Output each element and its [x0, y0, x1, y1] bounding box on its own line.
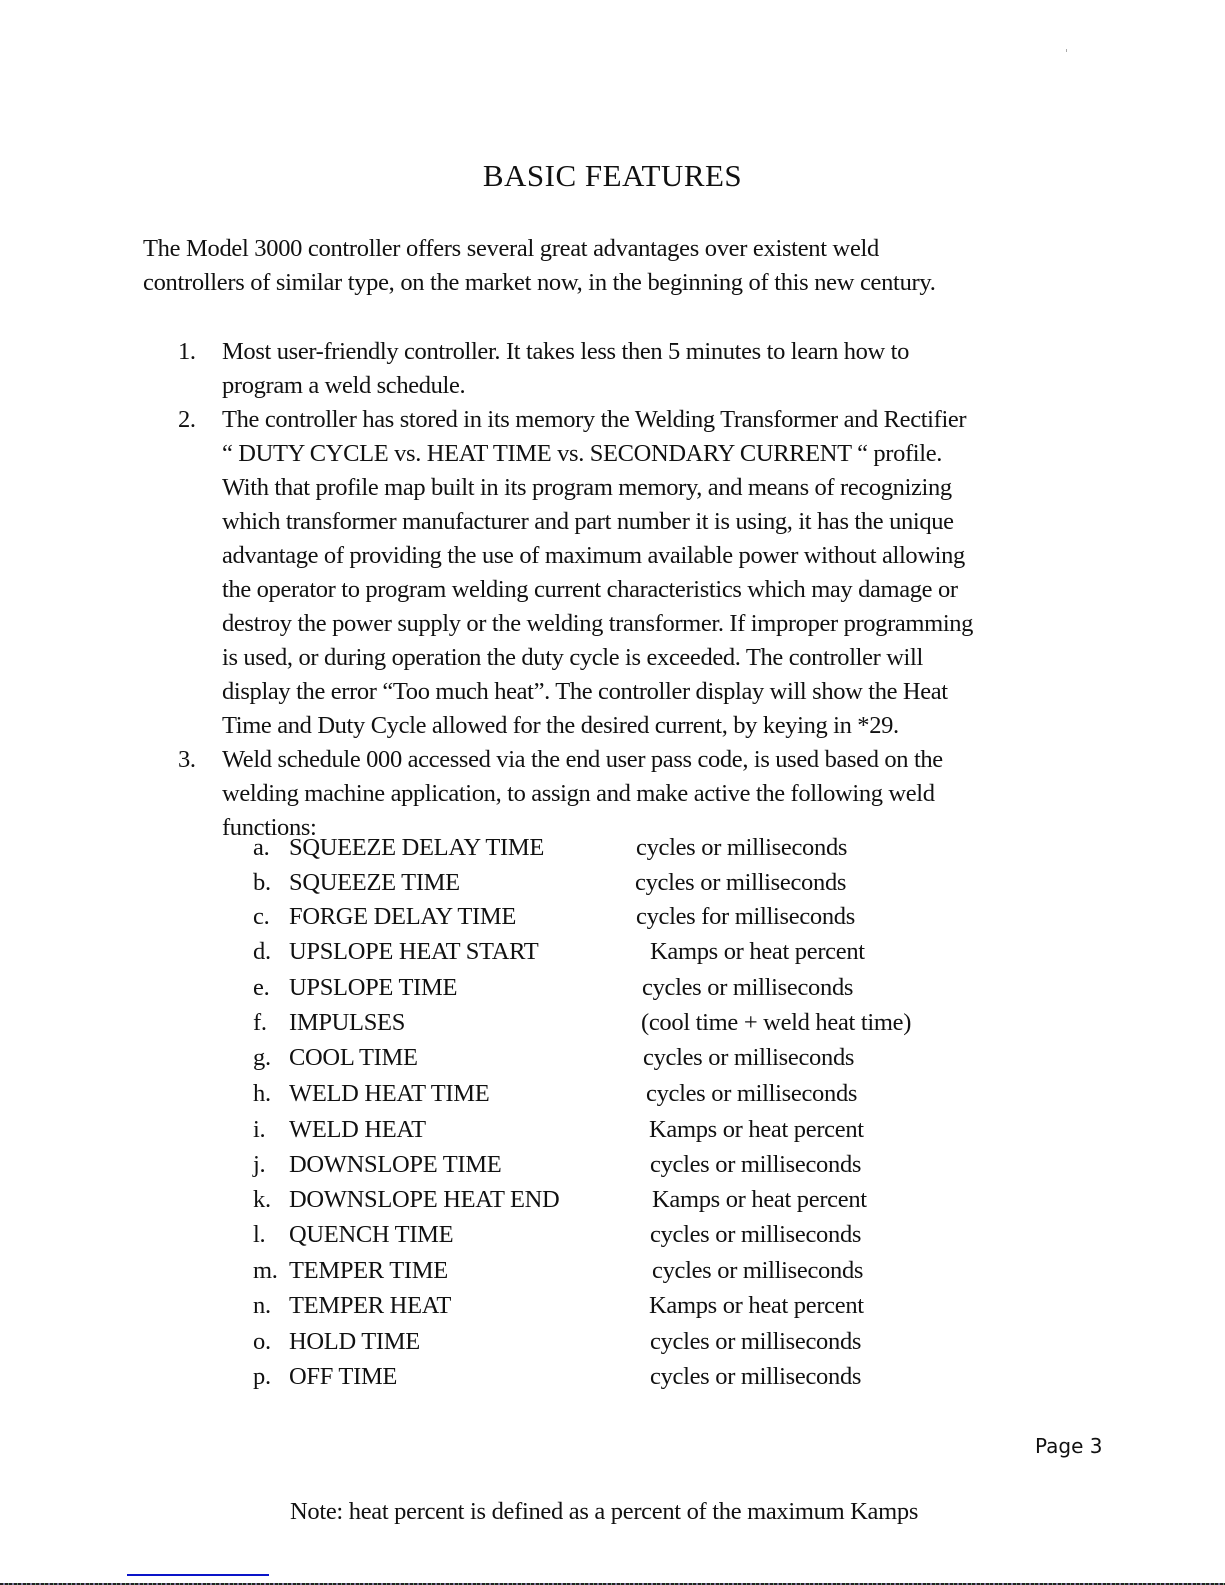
feature-number: 3. [178, 746, 196, 773]
feature-line: program a weld schedule. [222, 372, 466, 399]
feature-line: display the error “Too much heat”. The controller display will show the Heat [222, 678, 948, 705]
function-letter: i. [253, 1116, 266, 1143]
function-unit: cycles or milliseconds [650, 1151, 862, 1178]
feature-line: Most user-friendly controller. It takes less then 5 minutes to learn how to [222, 338, 910, 365]
function-name: COOL TIME [289, 1044, 418, 1071]
function-name: UPSLOPE TIME [289, 974, 458, 1001]
scan-speck [1066, 49, 1067, 52]
feature-line: The controller has stored in its memory the Welding Transformer and Rectifier [222, 406, 967, 433]
feature-number: 2. [178, 406, 196, 433]
feature-line: Time and Duty Cycle allowed for the desired current, by keying in *29. [222, 712, 899, 739]
intro-paragraph [143, 232, 1103, 300]
function-unit: cycles or milliseconds [635, 869, 847, 896]
intro-line: The Model 3000 controller offers several great advantages over existent weld [143, 235, 879, 262]
function-name: HOLD TIME [289, 1328, 420, 1355]
function-letter: m. [253, 1257, 278, 1284]
function-unit: Kamps or heat percent [652, 1186, 867, 1213]
function-name: UPSLOPE HEAT START [289, 938, 539, 965]
function-name: WELD HEAT [289, 1116, 426, 1143]
function-name: FORGE DELAY TIME [289, 903, 517, 930]
function-name: WELD HEAT TIME [289, 1080, 490, 1107]
function-unit: cycles or milliseconds [646, 1080, 858, 1107]
function-unit: cycles or milliseconds [642, 974, 854, 1001]
function-letter: l. [253, 1221, 266, 1248]
function-letter: f. [253, 1009, 267, 1036]
page-number: Page 3 [1035, 1434, 1103, 1458]
function-letter: h. [253, 1080, 271, 1107]
function-letter: e. [253, 974, 270, 1001]
function-name: SQUEEZE DELAY TIME [289, 834, 545, 861]
feature-line: functions: [222, 814, 317, 841]
function-unit: cycles or milliseconds [636, 834, 848, 861]
function-unit: cycles or milliseconds [650, 1221, 862, 1248]
intro-line: controllers of similar type, on the market now, in the beginning of this new century. [143, 269, 936, 296]
function-name: DOWNSLOPE TIME [289, 1151, 502, 1178]
feature-line: is used, or during operation the duty cycle is exceeded. The controller will [222, 644, 923, 671]
function-letter: j. [253, 1151, 266, 1178]
function-name: IMPULSES [289, 1009, 406, 1036]
feature-line: which transformer manufacturer and part number it is using, it has the unique [222, 508, 954, 535]
footnote: Note: heat percent is defined as a percent of the maximum Kamps [290, 1498, 919, 1525]
function-letter: c. [253, 903, 270, 930]
feature-line: destroy the power supply or the welding transformer. If improper programming [222, 610, 974, 637]
hyperlink-underline[interactable] [127, 1574, 269, 1576]
function-letter: g. [253, 1044, 271, 1071]
feature-number: 1. [178, 338, 196, 365]
function-name: SQUEEZE TIME [289, 869, 460, 896]
function-unit: Kamps or heat percent [649, 1292, 864, 1319]
function-unit: cycles or milliseconds [650, 1328, 862, 1355]
feature-line: the operator to program welding current characteristics which may damage or [222, 576, 958, 603]
function-unit: cycles or milliseconds [652, 1257, 864, 1284]
function-unit: cycles or milliseconds [643, 1044, 855, 1071]
function-letter: b. [253, 869, 271, 896]
page-title: BASIC FEATURES [482, 158, 743, 193]
function-name: TEMPER TIME [289, 1257, 448, 1284]
function-unit: cycles for milliseconds [636, 903, 855, 930]
function-letter: a. [253, 834, 270, 861]
function-letter: d. [253, 938, 271, 965]
function-unit: cycles or milliseconds [650, 1363, 862, 1390]
feature-line: “ DUTY CYCLE vs. HEAT TIME vs. SECONDARY CURRENT “ profile. [222, 440, 943, 467]
function-name: QUENCH TIME [289, 1221, 454, 1248]
function-name: TEMPER HEAT [289, 1292, 452, 1319]
function-name: OFF TIME [289, 1363, 398, 1390]
function-letter: n. [253, 1292, 271, 1319]
feature-line: With that profile map built in its program memory, and means of recognizing [222, 474, 952, 501]
function-letter: o. [253, 1328, 271, 1355]
function-name: DOWNSLOPE HEAT END [289, 1186, 560, 1213]
function-unit: Kamps or heat percent [649, 1116, 864, 1143]
function-unit: (cool time + weld heat time) [641, 1009, 912, 1036]
function-unit: Kamps or heat percent [650, 938, 865, 965]
feature-line: Weld schedule 000 accessed via the end user pass code, is used based on the [222, 746, 943, 773]
function-letter: k. [253, 1186, 271, 1213]
feature-line: welding machine application, to assign and make active the following weld [222, 780, 935, 807]
function-letter: p. [253, 1363, 271, 1390]
feature-line: advantage of providing the use of maximum available power without allowing [222, 542, 965, 569]
